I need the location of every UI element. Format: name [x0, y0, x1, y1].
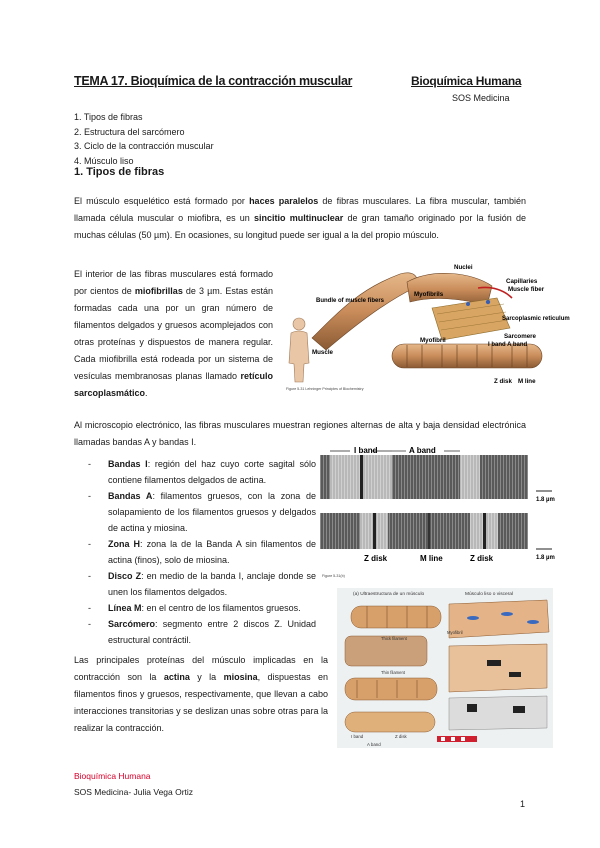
bold-term: actina — [163, 672, 190, 682]
bold-term: Línea M — [108, 603, 142, 613]
label-myofibrils: Myofibrils — [414, 291, 444, 298]
label-mline: M line — [420, 554, 443, 563]
list-item: - Línea M: en el centro de los filamentos gruesos. — [86, 600, 316, 616]
list-item: - Bandas I: región del haz cuyo corte sagital sólo contiene filamentos delgados de actina. — [86, 456, 316, 488]
label-iband: I band — [354, 446, 378, 455]
bold-term: Bandas I — [108, 459, 148, 469]
bold-term: haces paralelos — [249, 196, 319, 206]
fig3-aband-label: A band — [367, 742, 381, 747]
label-capillaries: Capillaries — [506, 278, 538, 285]
label-bundle: Bundle of muscle fibers — [316, 298, 385, 304]
header-subject: Bioquímica Humana — [411, 74, 522, 88]
label-muscle: Muscle — [312, 349, 333, 356]
toc-item: 1. Tipos de fibras — [74, 112, 143, 122]
label-nuclei: Nuclei — [454, 264, 473, 271]
page-number: 1 — [520, 799, 526, 809]
fig3-iband-label: I band — [351, 734, 364, 739]
label-aband: A band — [409, 446, 436, 455]
label-bands: I band A band — [488, 342, 528, 348]
bold-term: retículo sarcoplasmático — [74, 371, 273, 398]
fig3-right-title: Músculo liso o visceral — [465, 592, 513, 597]
paragraph-myofibrils: El interior de las fibras musculares está formado por cientos de miofibrillas de 3 µm. Estas están formadas cada una por un gran número de filamentos delgados y gruesos acomplejados con otras proteínas y dispuestos de manera regular. Cada miofibrilla está rodeada por un sistema de vesículas membranosas planas llamado retículo sarcoplasmático. — [74, 269, 273, 398]
fig3-myofibril-label: Myofibril — [447, 630, 463, 635]
label-zdisk-left: Z disk — [364, 554, 388, 563]
page-title: TEMA 17. Bioquímica de la contracción muscular — [74, 74, 353, 88]
toc-item: 3. Ciclo de la contracción muscular — [74, 141, 214, 151]
footer-author: SOS Medicina- Julia Vega Ortiz — [74, 787, 194, 797]
bold-term: Disco Z — [108, 571, 142, 581]
micrograph-figure — [320, 443, 556, 581]
footer-subject: Bioquímica Humana — [74, 771, 151, 781]
scale-label: 1.8 µm — [536, 497, 555, 503]
muscle-comparison-figure — [337, 588, 553, 748]
paragraph-proteins: Las principales proteínas del músculo implicadas en la contracción son la actina y la miosina, dispuestas en filamentos finos y gruesos, respectivamente, que llevan a cabo interacciones transitorias y se deslizan unas sobre otras para la realizar la contracción. — [74, 655, 329, 733]
fig3-thin-label: Thin filament — [381, 670, 405, 675]
paragraph-bands: Al microscopio electrónico, las fibras musculares muestran regiones alternas de alta y baja densidad electrónica llamadas bandas A y bandas I. — [74, 420, 526, 447]
list-item: - Bandas A: filamentos gruesos, con la zona de solapamiento de los filamentos gruesos y delgados de actina y miosina. — [86, 488, 316, 536]
label-zdisk-right: Z disk — [470, 554, 494, 563]
list-item: - Sarcómero: segmento entre 2 discos Z. Unidad estructural contráctil. — [86, 616, 316, 648]
label-sarcomere: Sarcomere — [504, 333, 536, 340]
header-org: SOS Medicina — [452, 93, 510, 103]
figure2-credit: Figure 5-31(b) — [322, 574, 345, 578]
section-heading: 1. Tipos de fibras — [74, 166, 165, 178]
muscle-structure-figure — [282, 258, 570, 400]
label-sr: Sarcoplasmic reticulum — [502, 316, 570, 322]
toc-item: 4. Músculo liso — [74, 155, 134, 166]
list-item: - Zona H: zona la de la Banda A sin filamentos de actina (finos), solo de miosina. — [86, 536, 316, 568]
bold-term: Bandas A — [108, 491, 153, 501]
human-figure-icon — [289, 318, 309, 382]
table-of-contents — [74, 110, 214, 168]
label-zdisk: Z disk — [494, 378, 512, 385]
fig3-thick-label: Thick filament — [381, 636, 407, 641]
label-myofibril: Myofibril — [420, 337, 446, 344]
paragraph-muscle: El músculo esquelético está formado por haces paralelos de fibras musculares. La fibra muscular, también llamada célula muscular o miofibra, es un sincitio multinuclear de gran tamaño originado por la fusión de muchas células (50 µm). En ocasiones, su longitud puede ser igual a la del propio músculo. — [74, 196, 526, 240]
label-muscle-fiber: Muscle fiber — [508, 286, 545, 293]
bold-term: sincitio multinuclear — [254, 213, 344, 223]
fig3-zdisk-label: Z disk — [395, 734, 407, 739]
bold-term: Sarcómero — [108, 619, 156, 629]
toc-item: 2. Estructura del sarcómero — [74, 126, 185, 137]
bold-term: miofibrillas — [134, 286, 183, 296]
scale-label-2: 1.8 µm — [536, 555, 555, 561]
fig3-left-title: (a) Ultraestructura de un músculo — [353, 592, 425, 597]
band-list — [86, 456, 316, 648]
bold-term: miosina — [223, 672, 258, 682]
label-mline: M line — [518, 378, 536, 385]
list-item: - Disco Z: en medio de la banda I, anclaje donde se unen los filamentos delgados. — [86, 568, 316, 600]
bold-term: Zona H — [108, 539, 141, 549]
figure1-credit: Figure 5-31 Lehninger Principles of Biochemistry — [286, 387, 364, 391]
